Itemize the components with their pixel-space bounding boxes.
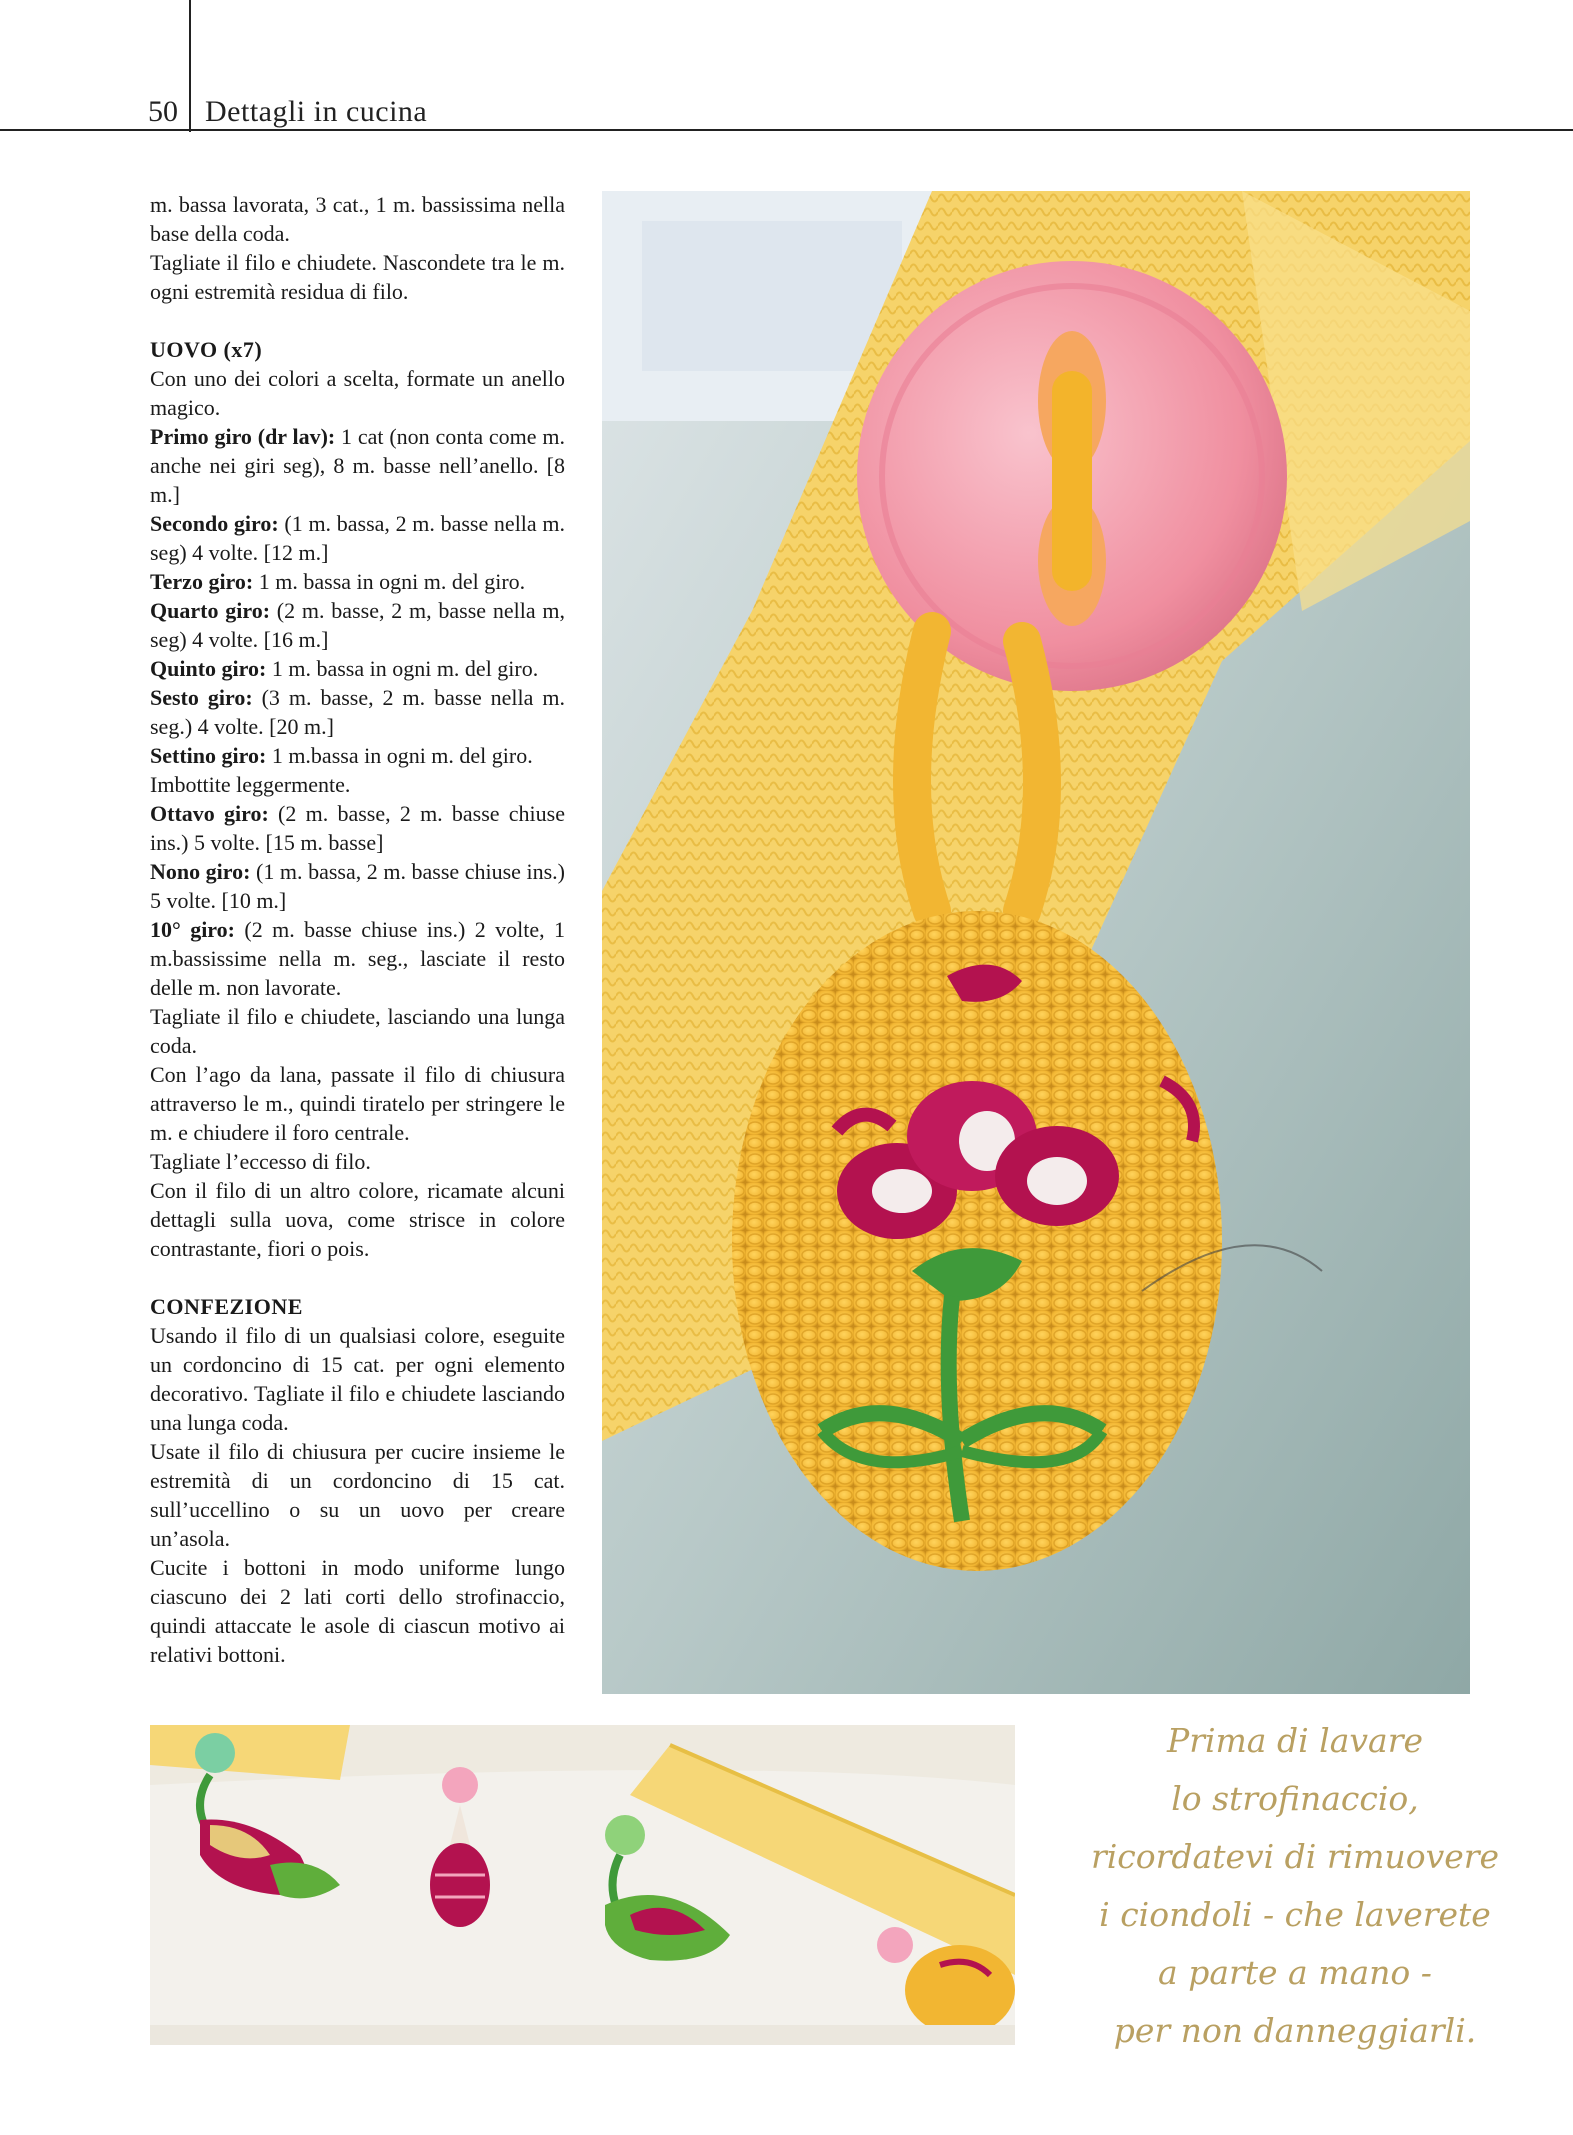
section-title: Dettagli in cucina — [205, 95, 428, 128]
round-line — [150, 770, 565, 799]
round-text: (3 m. basse, 2 m. basse nella m. seg.) 4 volte. [20 m.] — [150, 685, 565, 739]
round-label: Terzo giro: — [150, 569, 254, 594]
finish-paragraph: Con l’ago da lana, passate il filo di chiusura attraverso le m., quindi tiratelo per stringere le m. e chiudere il foro centrale. — [150, 1062, 565, 1145]
intro-paragraph: Tagliate il filo e chiudete. Nascondete tra le m. ogni estremità residua di filo. — [150, 250, 565, 304]
instructions-column — [150, 190, 565, 1669]
round-text: 1 m. bassa in ogni m. del giro. — [253, 569, 526, 594]
round-label: Quarto giro: — [150, 598, 271, 623]
round-text: (1 m. bassa, 2 m. basse chiuse ins.) 5 volte. [10 m.] — [150, 859, 565, 913]
round-label: Primo giro (dr lav): — [150, 424, 336, 449]
intro-paragraph: m. bassa lavorata, 3 cat., 1 m. bassissima nella base della coda. — [150, 192, 565, 246]
page-number: 50 — [148, 95, 178, 128]
header-vertical-rule — [189, 0, 191, 132]
round-line — [150, 567, 565, 596]
round-label: Settino giro: — [150, 743, 267, 768]
egg-start: Con uno dei colori a scelta, formate un anello magico. — [150, 366, 565, 420]
round-text: (2 m. basse chiuse ins.) 2 volte, 1 m.bassissime nella m. seg., lasciate il resto delle m. non lavorate. — [150, 917, 565, 1000]
round-label: Quinto giro: — [150, 656, 267, 681]
assembly-paragraph: Usate il filo di chiusura per cucire insieme le estremità di un cordoncino di 15 cat. sull’uccellino o su un uovo per creare un’asola. — [150, 1439, 565, 1551]
egg-heading: UOVO (x7) — [150, 337, 263, 362]
round-text: (1 m. bassa, 2 m. basse nella m. seg) 4 volte. [12 m.] — [150, 511, 565, 565]
finish-paragraph: Tagliate il filo e chiudete, lasciando una lunga coda. — [150, 1004, 565, 1058]
round-line — [150, 422, 565, 509]
egg-pendant-photo — [602, 191, 1470, 1694]
quote-line: Prima di lavare — [1166, 1721, 1423, 1760]
quote-line: ricordatevi di rimuovere — [1090, 1837, 1500, 1876]
quote-line: lo strofinaccio, — [1171, 1779, 1419, 1818]
round-text: Imbottite leggermente. — [150, 772, 351, 797]
round-label: Nono giro: — [150, 859, 251, 884]
round-label: Sesto giro: — [150, 685, 253, 710]
tip-quote — [1060, 1712, 1530, 2060]
header-horizontal-rule — [0, 129, 1573, 131]
round-label: Secondo giro: — [150, 511, 279, 536]
quote-line: a parte a mano - — [1158, 1953, 1432, 1992]
round-text: (2 m. basse, 2 m. basse chiuse ins.) 5 volte. [15 m. basse] — [150, 801, 565, 855]
round-text: 1 m. bassa in ogni m. del giro. — [266, 656, 539, 681]
finish-paragraph: Tagliate l’eccesso di filo. — [150, 1149, 371, 1174]
round-line — [150, 683, 565, 741]
round-line — [150, 596, 565, 654]
finish-paragraph: Con il filo di un altro colore, ricamate alcuni dettagli sulla uova, come strisce in colore contrastante, fiori o pois. — [150, 1178, 565, 1261]
round-line — [150, 741, 565, 770]
assembly-heading: CONFEZIONE — [150, 1294, 303, 1319]
round-line — [150, 857, 565, 915]
round-text: 1 m.bassa in ogni m. del giro. — [266, 743, 533, 768]
round-label: 10° giro: — [150, 917, 236, 942]
assembly-paragraph: Cucite i bottoni in modo uniforme lungo ciascuno dei 2 lati corti dello strofinaccio, quindi attaccate le asole di ciascun motivo ai relativi bottoni. — [150, 1555, 565, 1667]
round-line — [150, 509, 565, 567]
round-text: 1 cat (non conta come m. anche nei giri seg), 8 m. basse nell’anello. [8 m.] — [150, 424, 565, 507]
towel-pendants-photo — [150, 1725, 1015, 2045]
quote-line: i ciondoli - che laverete — [1099, 1895, 1491, 1934]
round-line — [150, 799, 565, 857]
quote-line: per non danneggiarli. — [1113, 2011, 1477, 2050]
round-line — [150, 915, 565, 1002]
round-line — [150, 654, 565, 683]
assembly-paragraph: Usando il filo di un qualsiasi colore, eseguite un cordoncino di 15 cat. per ogni elemento decorativo. Tagliate il filo e chiudete lasciando una lunga coda. — [150, 1323, 565, 1435]
round-label: Ottavo giro: — [150, 801, 269, 826]
round-text: (2 m. basse, 2 m, basse nella m, seg) 4 volte. [16 m.] — [150, 598, 565, 652]
